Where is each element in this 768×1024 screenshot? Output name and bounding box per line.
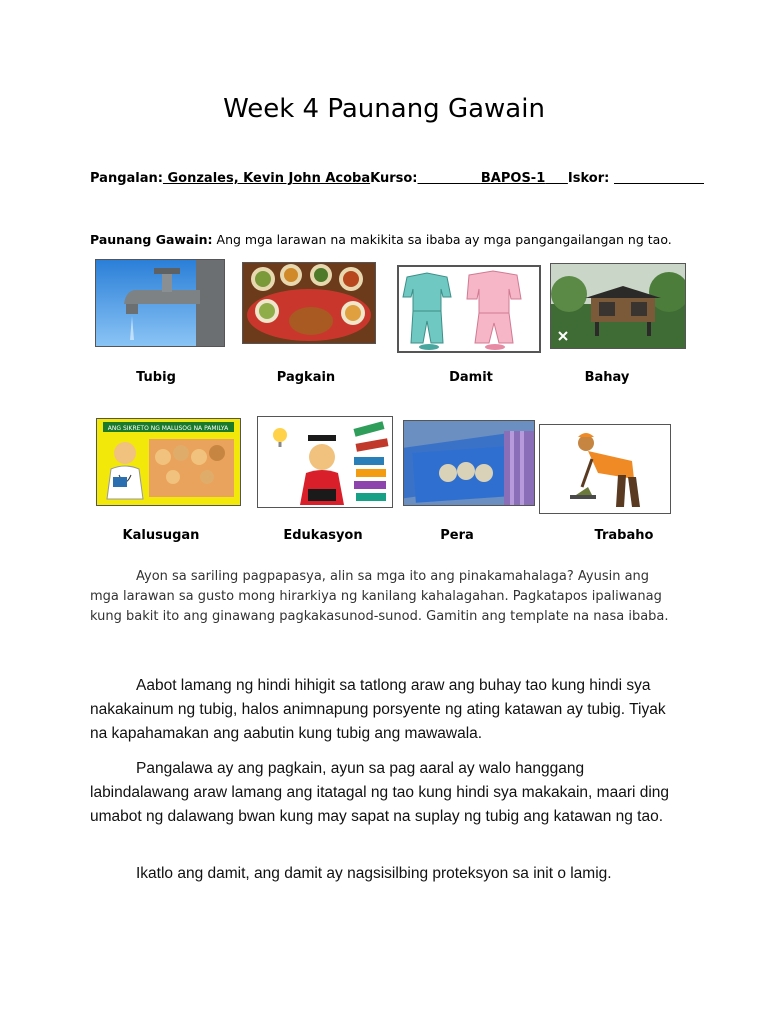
essay-paragraph-1: Aabot lamang ng hindi hihigit sa tatlong araw ang buhay tao kung hindi sya nakakainum ng tubig, halos animnapung porsyente ng ating katawan ay tubig. Tiyak na kapahamakan ang aabutin kung tubig ang mawawala.	[90, 677, 666, 742]
worker-trabaho-image	[539, 424, 671, 514]
clothes-pajamas-image	[397, 265, 541, 353]
name-label: Pangalan:	[90, 171, 163, 186]
education-graduate-image	[257, 416, 393, 508]
caption-damit: Damit	[449, 370, 493, 385]
name-value: Gonzales, Kevin John Acoba	[167, 171, 371, 186]
page-title: Week 4 Paunang Gawain	[223, 94, 545, 124]
food-feast-image	[242, 262, 376, 344]
caption-pagkain: Pagkain	[276, 370, 336, 385]
score-blank	[614, 183, 704, 184]
water-faucet-image	[95, 259, 225, 347]
prompt-paragraph: Ayon sa sariling pagpapasya, alin sa mga ito ang pinakamahalaga? Ayusin ang mga larawan sa gusto mong hirarkiya ng kanilang kahalagahan. Pagkatapos ipaliwanag kung bakit ito ang ginawang pagkakasunod-sunod. Gamitin ang template na nasa ibaba.	[90, 569, 669, 624]
course-value: BAPOS-1	[480, 171, 546, 186]
essay-paragraph-3: Ikatlo ang damit, ang damit ay nagsisilbing proteksyon sa init o lamig.	[136, 865, 612, 882]
money-pera-image	[403, 420, 535, 506]
course-label: Kurso:	[370, 171, 418, 186]
student-info-line	[90, 171, 704, 186]
caption-tubig: Tubig	[136, 370, 176, 385]
instruction-text: Ang mga larawan na makikita sa ibaba ay mga pangangailangan ng tao.	[216, 232, 672, 247]
score-label: Iskor:	[567, 171, 610, 186]
house-image	[550, 263, 686, 349]
essay-paragraph-2: Pangalawa ay ang pagkain, ayun sa pag aaral ay walo hanggang labindalawang araw lamang ang itatagal ng tao kung hindi sya makakain, maari ding umabot ng dalawang bwan kung may sapat na suplay ng tubig ang katawan ng tao.	[90, 760, 670, 825]
caption-pera: Pera	[440, 528, 474, 543]
caption-kalusugan: Kalusugan	[122, 528, 200, 543]
health-family-image	[96, 418, 241, 506]
instruction-label: Paunang Gawain:	[90, 232, 213, 247]
caption-trabaho: Trabaho	[594, 528, 654, 543]
health-banner-text: ANG SIKRETO NG MALUSOG NA PAMILYA	[107, 425, 229, 432]
instruction	[90, 232, 672, 247]
caption-bahay: Bahay	[584, 370, 630, 385]
caption-edukasyon: Edukasyon	[283, 528, 363, 543]
